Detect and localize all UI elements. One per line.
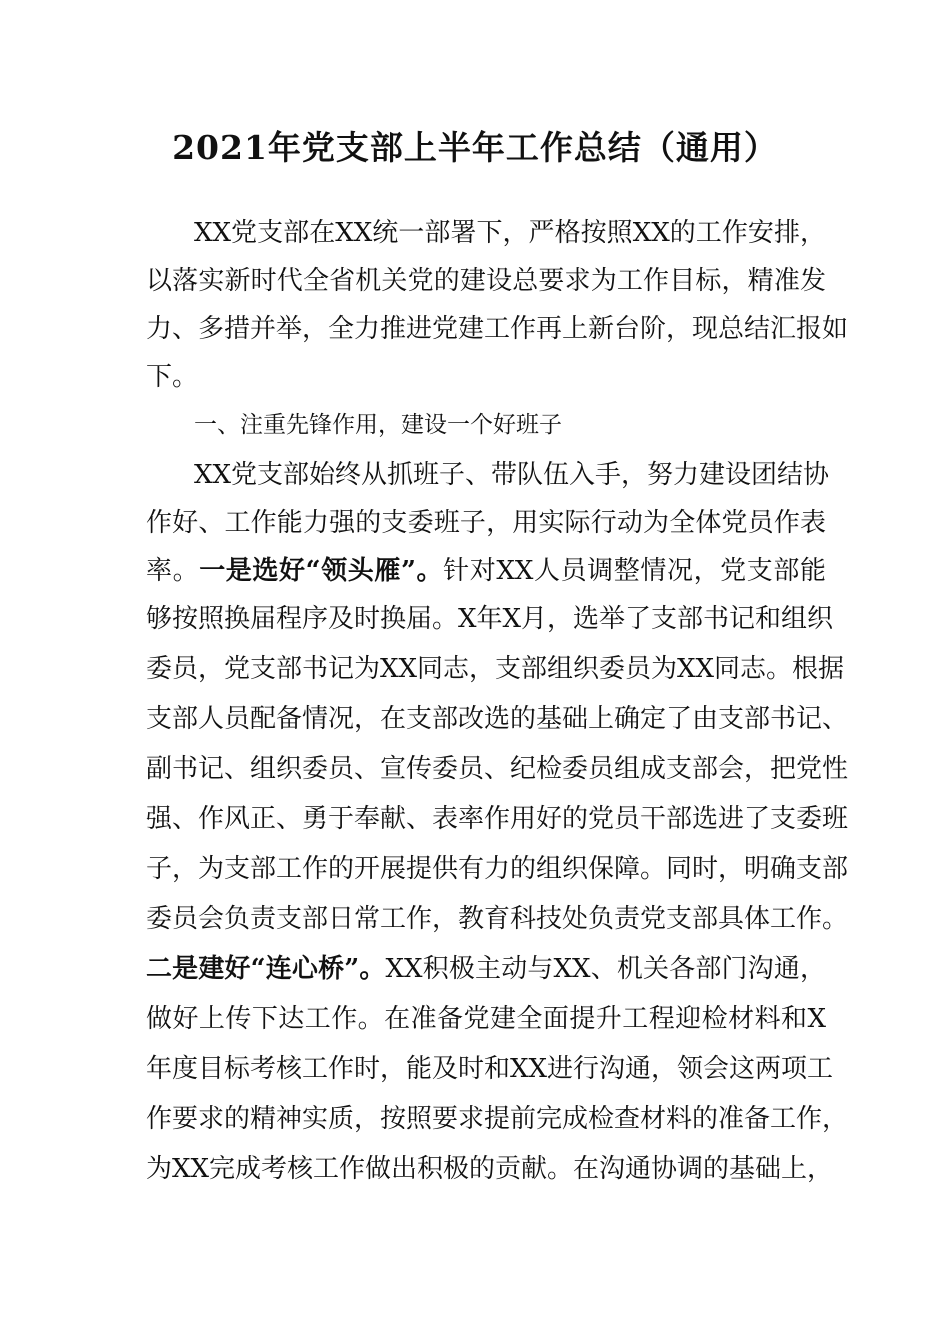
- intro-line-3: 力、多措并举，全力推进党建工作再上新台阶，现总结汇报如: [146, 314, 849, 344]
- body-line: 作好、工作能力强的支委班子，用实际行动为全体党员作表: [146, 508, 826, 538]
- body-line: 年度目标考核工作时，能及时和XX进行沟通，领会这两项工: [146, 1054, 834, 1084]
- body-line: 强、作风正、勇于奉献、表率作用好的党员干部选进了支委班: [146, 804, 849, 834]
- body-text: 针对XX人员调整情况，党支部能: [443, 556, 826, 586]
- body-line: 委员会负责支部日常工作，教育科技处负责党支部具体工作。: [146, 904, 849, 934]
- body-line: 子，为支部工作的开展提供有力的组织保障。同时，明确支部: [146, 854, 849, 884]
- body-line: 做好上传下达工作。在准备党建全面提升工程迎检材料和X: [146, 1004, 826, 1034]
- body-line: [146, 952, 826, 986]
- body-line: XX党支部始终从抓班子、带队伍入手，努力建设团结协: [194, 460, 830, 490]
- section-heading: 一、注重先锋作用，建设一个好班子: [194, 412, 562, 438]
- body-line: 副书记、组织委员、宣传委员、纪检委员组成支部会，把党性: [146, 754, 849, 784]
- intro-line-4: 下。: [146, 362, 199, 392]
- intro-line-2: 以落实新时代全省机关党的建设总要求为工作目标，精准发: [146, 266, 826, 296]
- body-line: 作要求的精神实质，按照要求提前完成检查材料的准备工作，: [146, 1104, 849, 1134]
- intro-line-1: XX党支部在XX统一部署下，严格按照XX的工作安排，: [194, 218, 826, 248]
- bold-lead-phrase: 一是选好“领头雁”。: [199, 556, 444, 586]
- body-text: 率。: [146, 556, 200, 586]
- body-line: 委员，党支部书记为XX同志，支部组织委员为XX同志。根据: [146, 654, 845, 684]
- body-line: [146, 554, 826, 588]
- body-line: 支部人员配备情况，在支部改选的基础上确定了由支部书记、: [146, 704, 849, 734]
- body-line: 够按照换届程序及时换届。X年X月，选举了支部书记和组织: [146, 604, 834, 634]
- document-title: 2021年党支部上半年工作总结（通用）: [172, 128, 778, 167]
- bold-lead-phrase: 二是建好“连心桥”。: [146, 954, 386, 984]
- body-line: 为XX完成考核工作做出积极的贡献。在沟通协调的基础上，: [146, 1154, 834, 1184]
- body-text: XX积极主动与XX、机关各部门沟通，: [385, 954, 826, 984]
